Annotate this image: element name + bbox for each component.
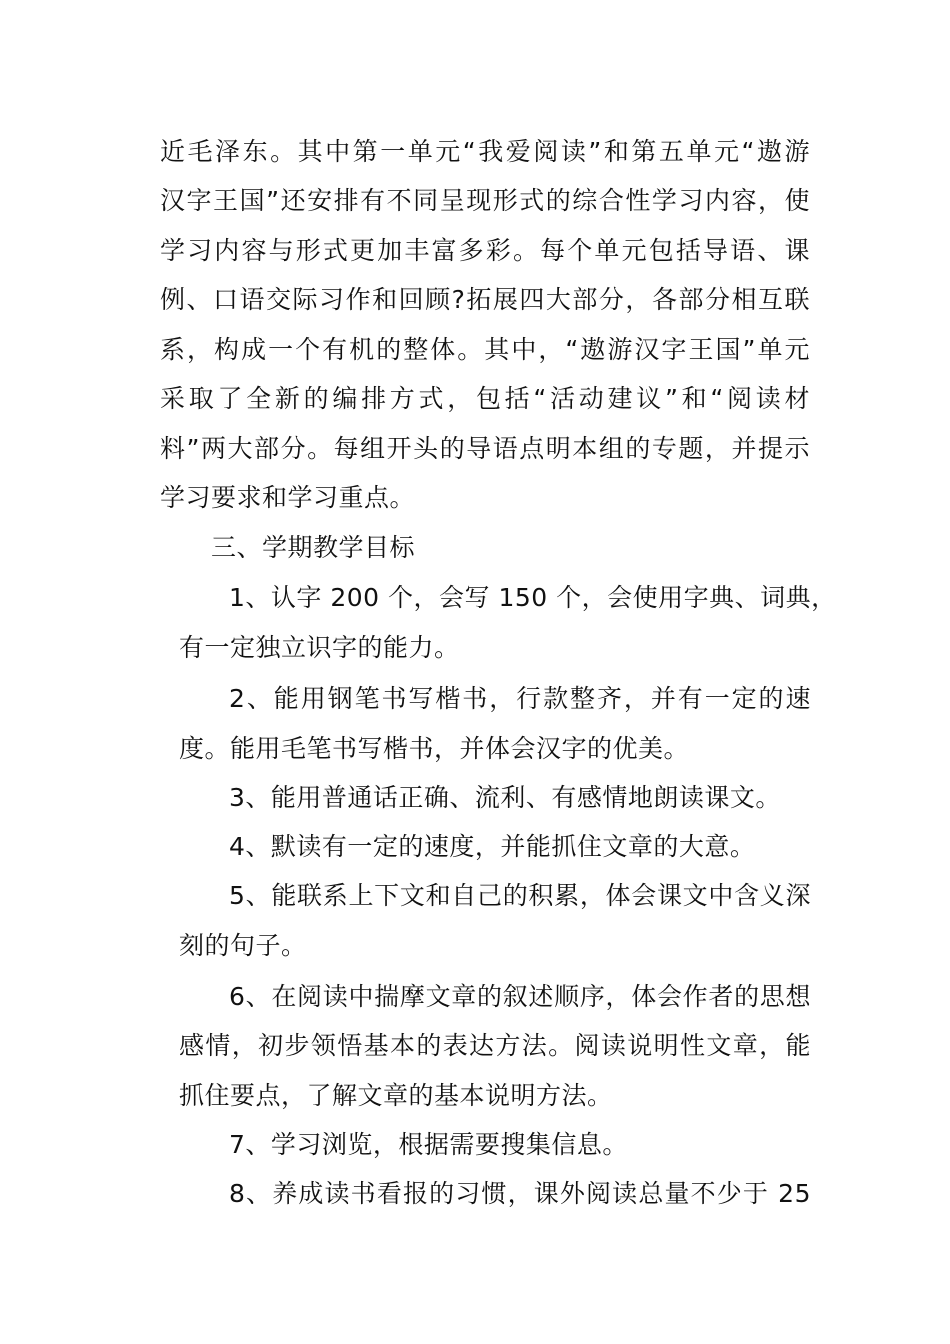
intro-line-4: 例、口语交际习作和回顾?拓展四大部分，各部分相互联 <box>160 285 810 314</box>
goal-2-line-2: 度。能用毛笔书写楷书，并体会汉字的优美。 <box>179 734 690 763</box>
intro-line-3: 学习内容与形式更加丰富多彩。每个单元包括导语、课 <box>160 236 810 265</box>
goal-7-line-1: 7、学习浏览，根据需要搜集信息。 <box>229 1130 628 1159</box>
goal-6-line-2: 感情，初步领悟基本的表达方法。阅读说明性文章，能 <box>179 1031 811 1060</box>
goal-8-line-1: 8、养成读书看报的习惯，课外阅读总量不少于 25 <box>229 1179 811 1208</box>
intro-line-8: 学习要求和学习重点。 <box>160 483 416 512</box>
goal-1-line-1: 1、认字 200 个，会写 150 个，会使用字典、词典， <box>229 583 837 612</box>
goal-6-line-1: 6、在阅读中揣摩文章的叙述顺序，体会作者的思想 <box>229 982 811 1011</box>
goal-1-line-2: 有一定独立识字的能力。 <box>179 633 460 662</box>
goal-5-line-1: 5、能联系上下文和自己的积累，体会课文中含义深 <box>229 881 811 910</box>
goal-5-line-2: 刻的句子。 <box>179 931 307 960</box>
goal-2-line-1: 2、能用钢笔书写楷书，行款整齐，并有一定的速 <box>229 684 811 713</box>
goal-6-line-3: 抓住要点，了解文章的基本说明方法。 <box>179 1081 613 1110</box>
goal-3-line-1: 3、能用普通话正确、流利、有感情地朗读课文。 <box>229 783 781 812</box>
intro-line-7: 料”两大部分。每组开头的导语点明本组的专题，并提示 <box>160 434 810 463</box>
section-heading: 三、学期教学目标 <box>211 533 416 562</box>
intro-line-1: 近毛泽东。其中第一单元“我爱阅读”和第五单元“遨游 <box>160 137 810 166</box>
intro-line-5: 系，构成一个有机的整体。其中，“遨游汉字王国”单元 <box>160 335 810 364</box>
intro-line-2: 汉字王国”还安排有不同呈现形式的综合性学习内容，使 <box>160 186 810 215</box>
goal-4-line-1: 4、默读有一定的速度，并能抓住文章的大意。 <box>229 832 756 861</box>
intro-line-6: 采取了全新的编排方式，包括“活动建议”和“阅读材 <box>160 384 810 413</box>
